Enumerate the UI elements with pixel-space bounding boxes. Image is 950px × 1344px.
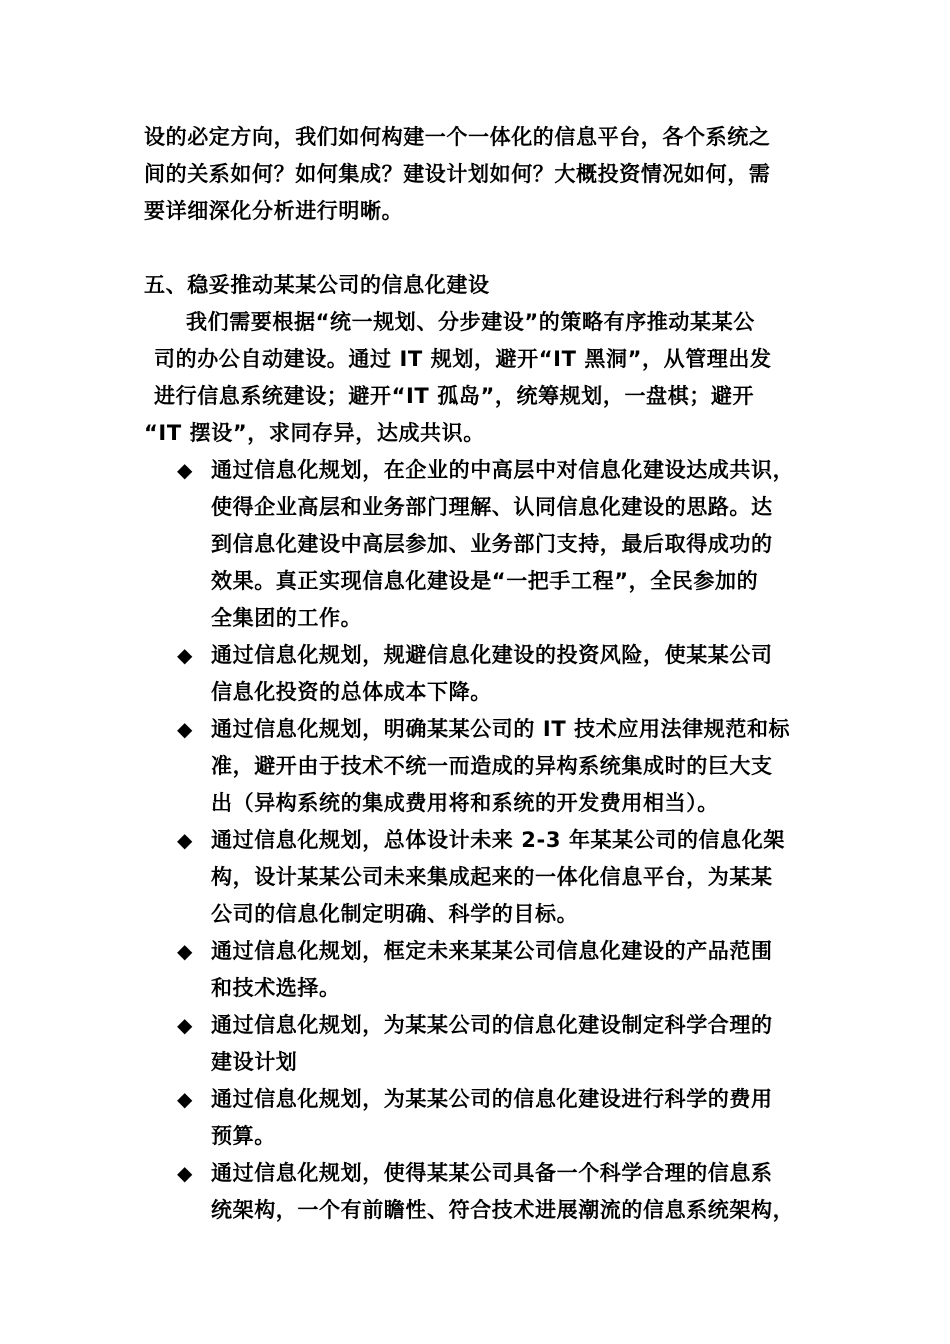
bullet-line: 通过信息化规划，为某某公司的信息化建设进行科学的费用 — [211, 1087, 773, 1111]
bullet-line: 通过信息化规划，规避信息化建设的投资风险，使某某公司 — [211, 643, 773, 667]
bullet-line: 公司的信息化制定明确、科学的目标。 — [211, 902, 579, 926]
bullet-line: 通过信息化规划，总体设计未来 2-3 年某某公司的信息化架 — [211, 828, 785, 852]
bullet-line: 到信息化建设中高层参加、业务部门支持，最后取得成功的 — [211, 532, 773, 556]
bullet-line: 构，设计某某公司未来集成起来的一体化信息平台，为某某 — [211, 865, 773, 889]
paragraph-line: 司的办公自动建设。通过 IT 规划，避开“IT 黑洞”，从管理出发 — [154, 347, 772, 371]
bullet-line: 效果。真正实现信息化建设是“一把手工程”，全民参加的 — [211, 569, 759, 593]
bullet-line: 全集团的工作。 — [211, 606, 363, 630]
bullet-line: 和技术选择。 — [211, 976, 341, 1000]
paragraph-line: “IT 摆设”，求同存异，达成共识。 — [144, 421, 485, 445]
diamond-bullet-icon: ◆ — [177, 643, 193, 667]
diamond-bullet-icon: ◆ — [177, 828, 193, 852]
diamond-bullet-icon: ◆ — [177, 1161, 193, 1185]
bullet-line: 通过信息化规划，使得某某公司具备一个科学合理的信息系 — [211, 1161, 773, 1185]
diamond-bullet-icon: ◆ — [177, 458, 193, 482]
bullet-line: 通过信息化规划，在企业的中高层中对信息化建设达成共识， — [211, 458, 795, 482]
bullet-line: 信息化投资的总体成本下降。 — [211, 680, 492, 704]
paragraph-line: 我们需要根据“统一规划、分步建设”的策略有序推动某某公 — [186, 310, 755, 334]
intro-line: 设的必定方向，我们如何构建一个一体化的信息平台，各个系统之 — [144, 125, 771, 149]
bullet-line: 通过信息化规划，明确某某公司的 IT 技术应用法律规范和标 — [211, 717, 791, 741]
bullet-line: 使得企业高层和业务部门理解、认同信息化建设的思路。达 — [211, 495, 773, 519]
diamond-bullet-icon: ◆ — [177, 717, 193, 741]
bullet-line: 统架构，一个有前瞻性、符合技术进展潮流的信息系统架构， — [211, 1198, 795, 1222]
bullet-line: 通过信息化规划，为某某公司的信息化建设制定科学合理的 — [211, 1013, 773, 1037]
bullet-line: 预算。 — [211, 1124, 276, 1148]
section-heading: 五、稳妥推动某某公司的信息化建设 — [144, 273, 490, 297]
bullet-line: 通过信息化规划，框定未来某某公司信息化建设的产品范围 — [211, 939, 773, 963]
diamond-bullet-icon: ◆ — [177, 1013, 193, 1037]
intro-line: 要详细深化分析进行明晰。 — [144, 199, 404, 223]
bullet-line: 建设计划 — [211, 1050, 298, 1074]
bullet-line: 出（异构系统的集成费用将和系统的开发费用相当）。 — [211, 791, 719, 815]
intro-line: 间的关系如何？如何集成？建设计划如何？大概投资情况如何，需 — [144, 162, 771, 186]
diamond-bullet-icon: ◆ — [177, 939, 193, 963]
diamond-bullet-icon: ◆ — [177, 1087, 193, 1111]
bullet-line: 准，避开由于技术不统一而造成的异构系统集成时的巨大支 — [211, 754, 773, 778]
paragraph-line: 进行信息系统建设；避开“IT 孤岛”，统筹规划，一盘棋；避开 — [154, 384, 755, 408]
